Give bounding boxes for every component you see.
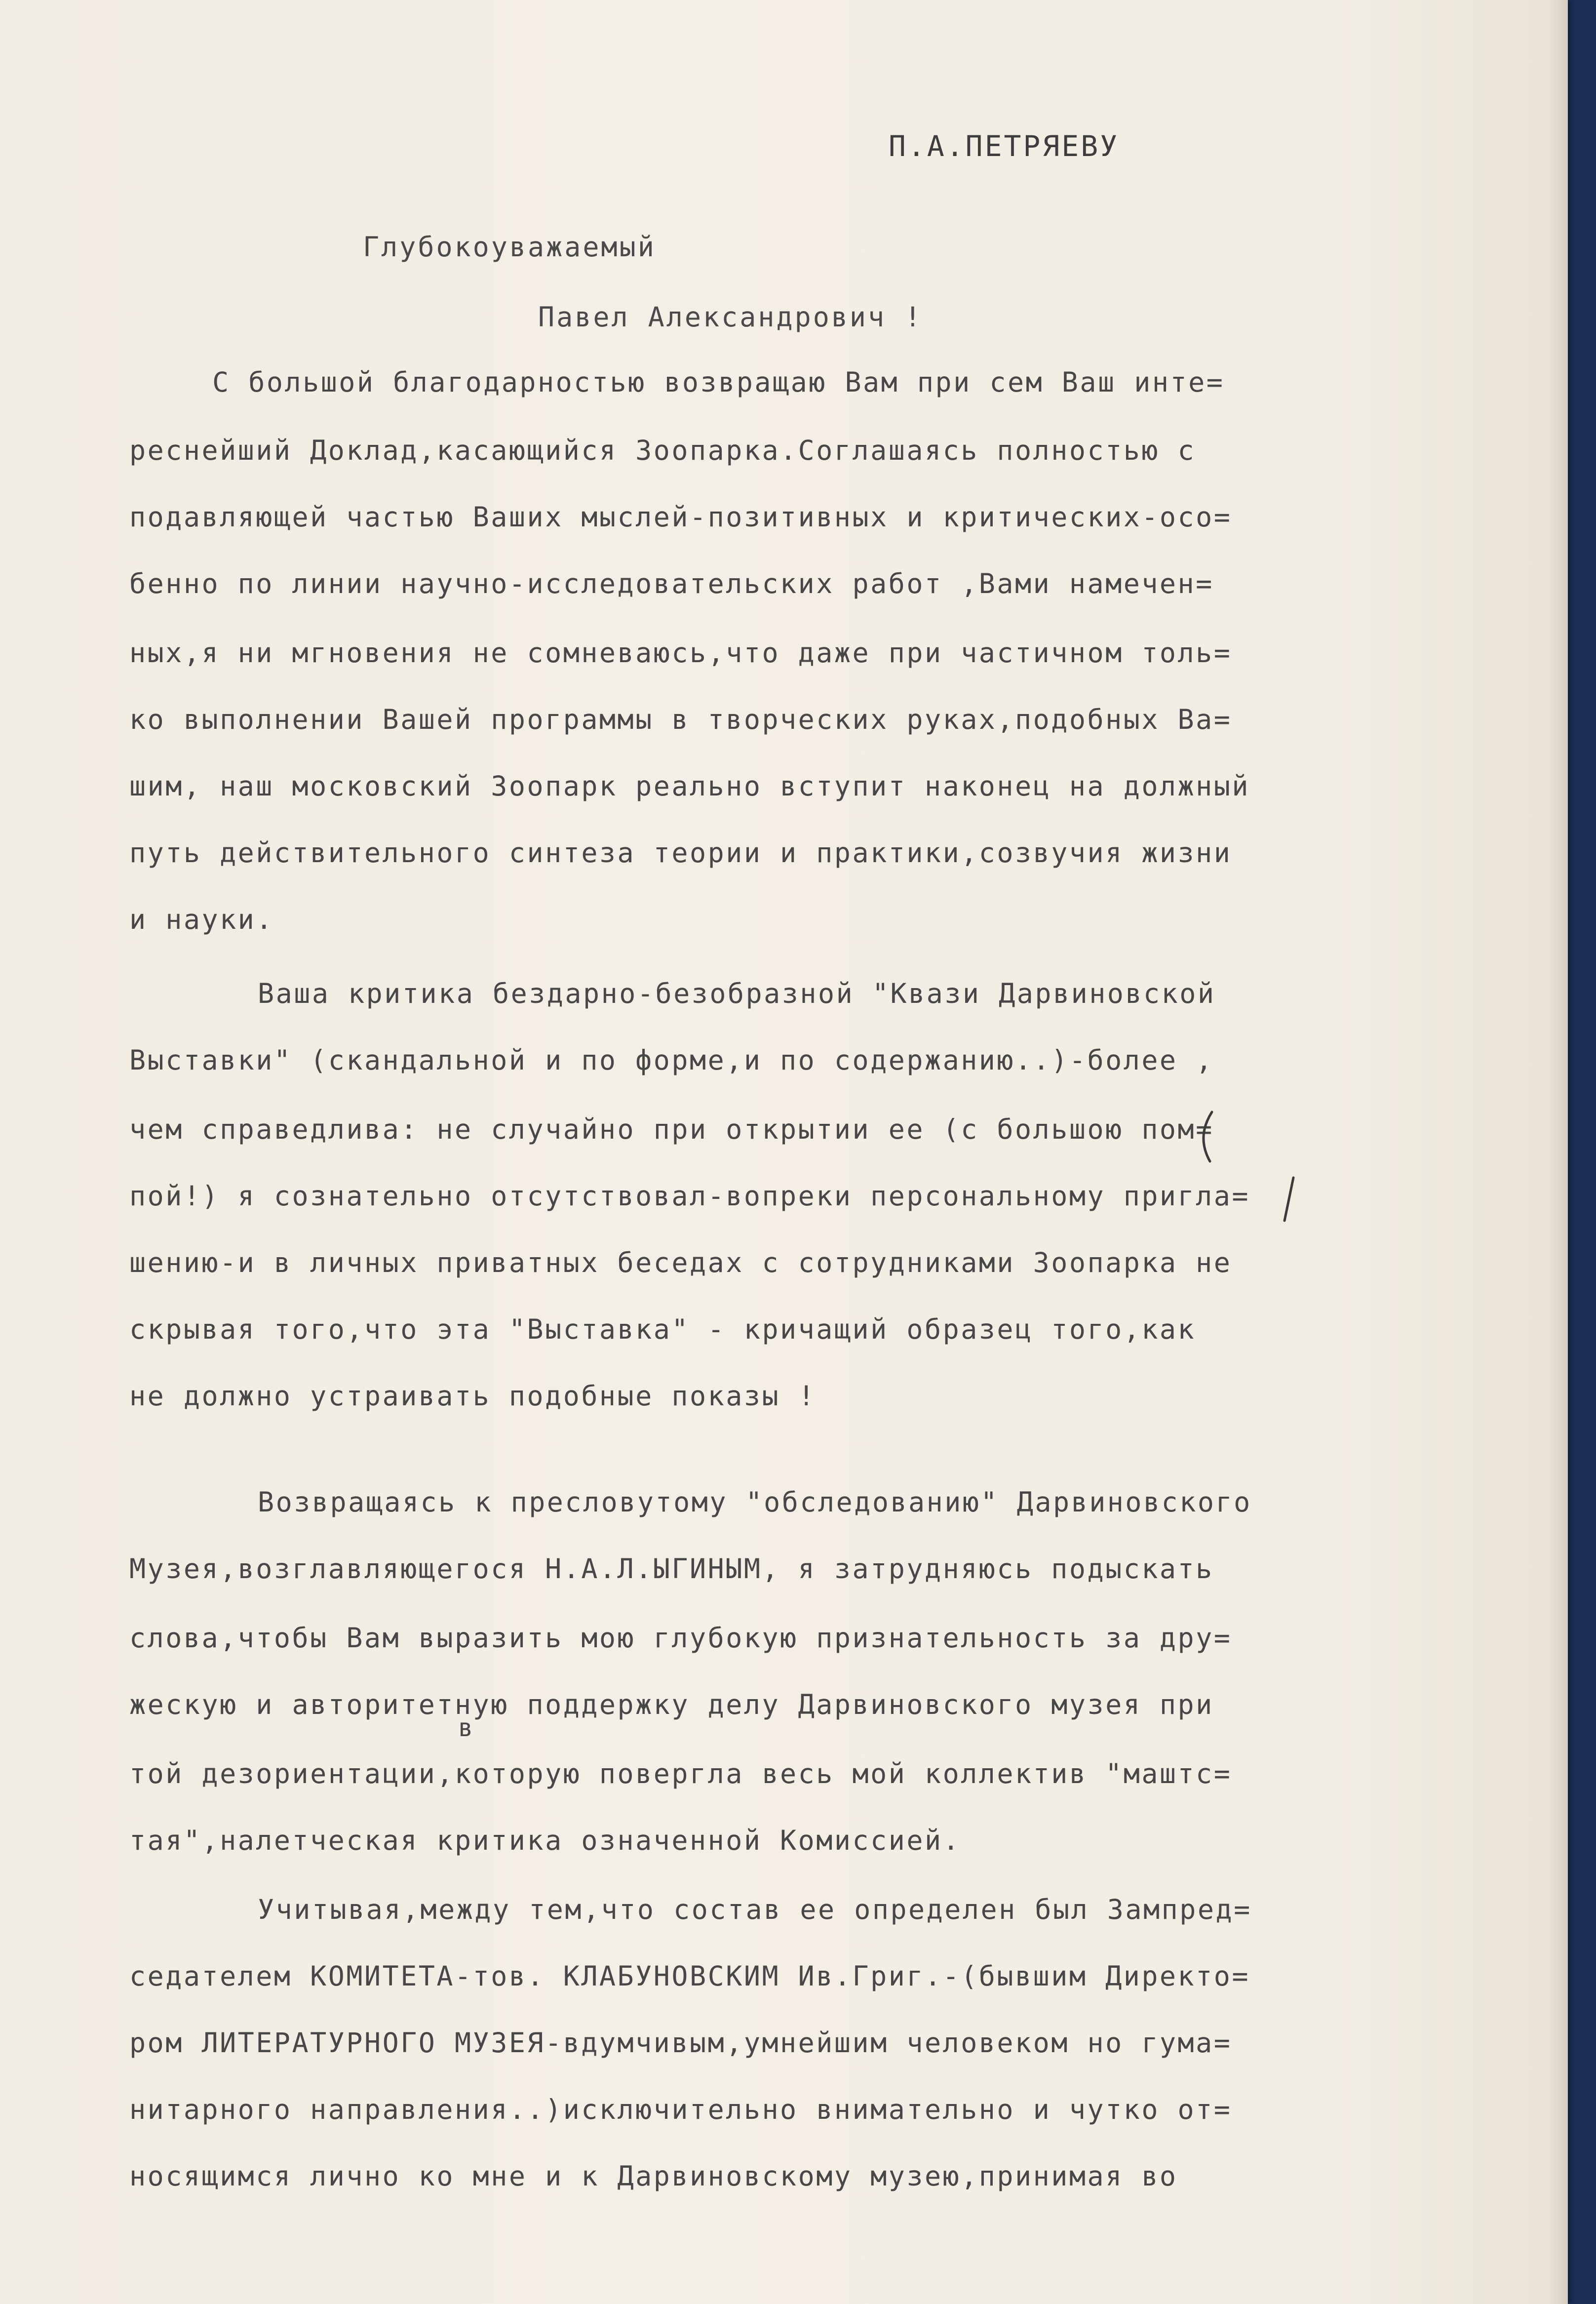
body-line: С большой благодарностью возвращаю Вам при сем Ваш инте= — [212, 366, 1225, 398]
body-line: слова,чтобы Вам выразить мою глубокую признательность за дру= — [129, 1622, 1232, 1654]
body-line: ных,я ни мгновения не сомневаюсь,что даже при частичном толь= — [129, 637, 1232, 669]
body-line: Выставки" (скандальной и по форме,и по содержанию..)-более , — [129, 1044, 1214, 1076]
body-line: ром ЛИТЕРАТУРНОГО МУЗЕЯ-вдумчивым,умнейшим человеком но гума= — [129, 2027, 1232, 2059]
body-line: шим, наш московский Зоопарк реально вступит наконец на должный — [129, 770, 1250, 802]
body-line: пой!) я сознательно отсутствовал-вопреки персональному пригла= — [129, 1180, 1250, 1212]
body-line: реснейший Доклад,касающийся Зоопарка.Соглашаясь полностью с — [129, 435, 1196, 466]
body-line: носящимся лично ко мне и к Дарвиновскому музею,принимая во — [129, 2160, 1178, 2192]
body-line: Учитывая,между тем,что состав ее определен был Зампред= — [258, 1894, 1252, 1925]
body-line: жескую и авторитетную поддержку делу Дарвиновского музея при — [129, 1689, 1214, 1720]
body-line: чем справедлива: не случайно при открытии ее (с большою пом= — [129, 1113, 1214, 1145]
body-line: шению-и в личных приватных беседах с сотрудниками Зоопарка не — [129, 1247, 1232, 1278]
body-line: путь действительного синтеза теории и практики,созвучия жизни — [129, 837, 1232, 869]
body-line: Возвращаясь к пресловутому "обследованию" Дарвиновского — [258, 1486, 1252, 1518]
body-line: скрывая того,что эта "Выставка" - кричащий образец того,как — [129, 1313, 1196, 1345]
body-line: нитарного направления..)исключительно внимательно и чутко от= — [129, 2094, 1232, 2125]
salutation-line-2: Павел Александрович ! — [538, 301, 923, 333]
body-line: Музея,возглавляющегося Н.А.Л.ЫГИНЫМ, я затрудняюсь подыскать — [129, 1553, 1214, 1585]
salutation-line-1: Глубокоуважаемый — [363, 231, 656, 263]
body-line: и науки. — [129, 904, 274, 935]
body-line: Ваша критика бездарно-безобразной "Квази Дарвиновской — [258, 978, 1216, 1009]
body-line: седателем КОМИТЕТА-тов. КЛАБУНОВСКИМ Ив.Григ.-(бывшим Директо= — [129, 1960, 1250, 1992]
pen-slash-mark — [1279, 1175, 1298, 1225]
body-line: не должно устраивать подобные показы ! — [129, 1380, 817, 1412]
body-line: подавляющей частью Ваших мыслей-позитивных и критических-осо= — [129, 501, 1232, 533]
handwritten-insert-letter: в — [458, 1713, 473, 1742]
body-line: ко выполнении Вашей программы в творческих руках,подобных Ва= — [129, 704, 1232, 735]
addressee: П.А.ПЕТРЯЕВУ — [889, 129, 1120, 163]
body-line: бенно по линии научно-исследовательских работ ,Вами намечен= — [129, 568, 1214, 599]
body-line: тая",налетческая критика означенной Комиссией. — [129, 1825, 961, 1856]
pen-parenthesis-mark — [1192, 1110, 1217, 1164]
body-line: той дезориентации,которую повергла весь мой коллектив "маштс= — [129, 1758, 1232, 1789]
